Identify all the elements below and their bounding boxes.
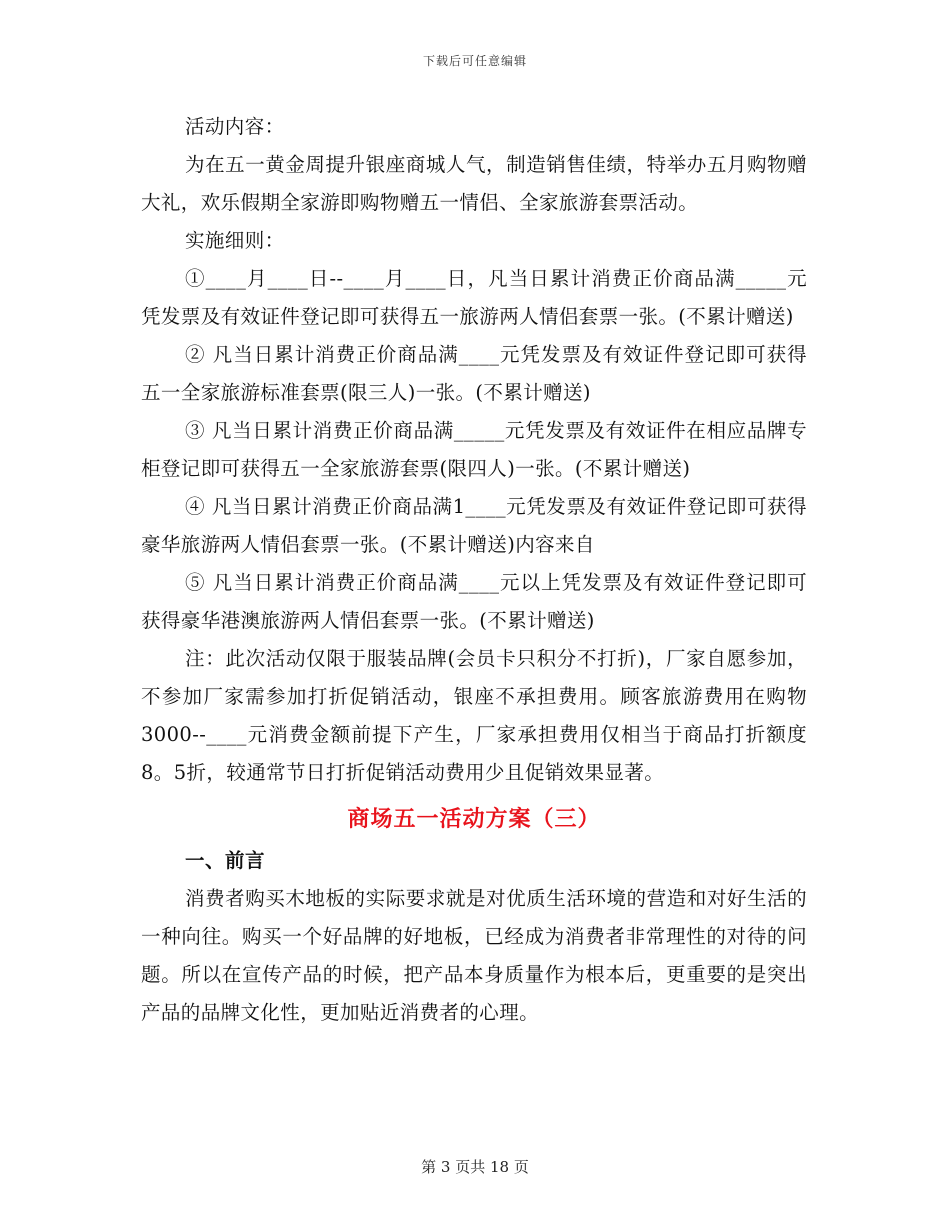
paragraph-rules-label: 实施细则： (185, 229, 285, 252)
paragraph-rule-3: ③ 凡当日累计消费正价商品满_____元凭发票及有效证件在相应品牌专柜登记即可获得五一全家旅游套票(限四人)一张。(不累计赠送) (141, 419, 807, 480)
paragraph-rule-1: ①____月____日--____月____日，凡当日累计消费正价商品满_____元凭发票及有效证件登记即可获得五一旅游两人情侣套票一张。(不累计赠送) (141, 267, 807, 328)
section-subheading: 一、前言 (185, 849, 266, 872)
paragraph-preface: 消费者购买木地板的实际要求就是对优质生活环境的营造和对好生活的一种向往。购买一个好品牌的好地板，已经成为消费者非常理性的对待的问题。所以在宣传产品的时候，把产品本身质量作为根本后，更重要的是突出产品的品牌文化性，更加贴近消费者的心理。 (141, 887, 807, 1024)
document-content (141, 108, 807, 1032)
page-header: 下载后可任意编辑 (422, 54, 527, 68)
section-title: 商场五一活动方案（三） (347, 806, 601, 832)
paragraph-rule-5: ⑤ 凡当日累计消费正价商品满____元以上凭发票及有效证件登记即可获得豪华港澳旅游两人情侣套票一张。(不累计赠送) (141, 571, 807, 632)
paragraph-rule-2: ② 凡当日累计消费正价商品满____元凭发票及有效证件登记即可获得五一全家旅游标准套票(限三人)一张。(不累计赠送) (141, 343, 807, 404)
paragraph-activity-label: 活动内容： (185, 115, 285, 138)
paragraph-activity-intro: 为在五一黄金周提升银座商城人气，制造销售佳绩，特举办五月购物赠大礼，欢乐假期全家游即购物赠五一情侣、全家旅游套票活动。 (141, 153, 807, 214)
page-footer: 第 3 页共 18 页 (421, 1158, 529, 1176)
paragraph-rule-4: ④ 凡当日累计消费正价商品满1____元凭发票及有效证件登记即可获得豪华旅游两人情侣套票一张。(不累计赠送)内容来自 (141, 495, 807, 556)
paragraph-note: 注：此次活动仅限于服装品牌(会员卡只积分不打折)，厂家自愿参加，不参加厂家需参加打折促销活动，银座不承担费用。顾客旅游费用在购物3000--____元消费金额前提下产生，厂家承担费用仅相当于商品打折额度8。5折，较通常节日打折促销活动费用少且促销效果显著。 (141, 647, 807, 784)
